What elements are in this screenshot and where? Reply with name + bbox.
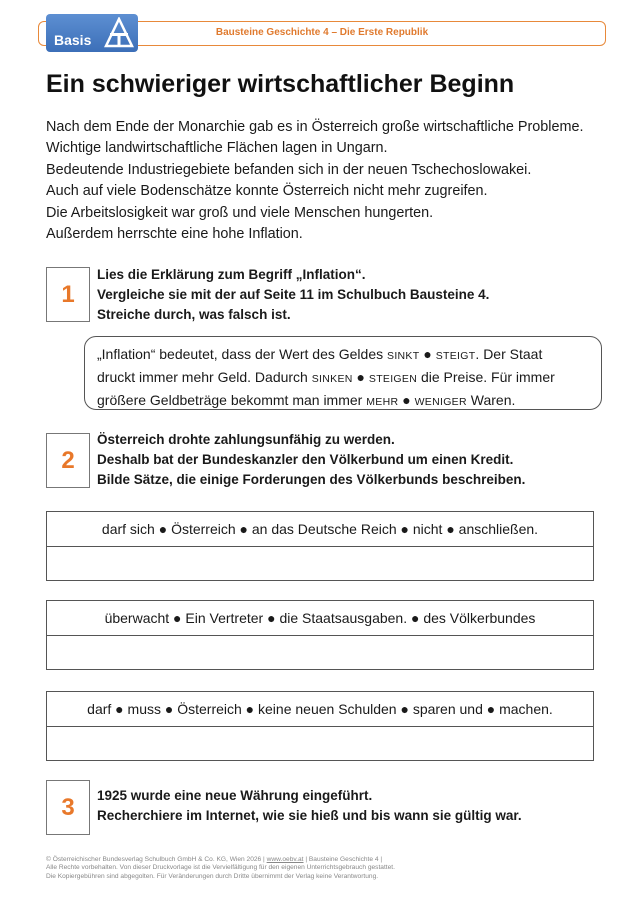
task-2-instructions xyxy=(97,430,525,490)
word-prompt: darf ● muss ● Österreich ● keine neuen Schulden ● sparen und ● machen. xyxy=(47,692,593,727)
word-prompt: darf sich ● Österreich ● an das Deutsche Reich ● nicht ● anschließen. xyxy=(47,512,593,547)
sentence-exercise-3 xyxy=(46,691,594,761)
answer-line[interactable] xyxy=(47,727,593,761)
separator: ● xyxy=(419,346,436,362)
text: Waren. xyxy=(466,392,516,408)
answer-line[interactable] xyxy=(47,636,593,670)
task-number-3: 3 xyxy=(46,780,90,835)
text: | Bausteine Geschichte 4 | xyxy=(303,856,383,863)
text: größere Geldbeträge bekommt man immer xyxy=(97,392,367,408)
text: druckt immer mehr Geld. Dadurch xyxy=(97,369,312,385)
option-sinken[interactable]: SINKEN xyxy=(311,373,353,385)
task-line: Vergleiche sie mit der auf Seite 11 im Schulbuch Bausteine 4. xyxy=(97,287,490,302)
definition-line-3 xyxy=(97,390,589,413)
task-line: 1925 wurde eine neue Währung eingeführt. xyxy=(97,788,373,803)
word-prompt: überwacht ● Ein Vertreter ● die Staatsausgaben. ● des Völkerbundes xyxy=(47,601,593,636)
basis-logo xyxy=(46,14,138,52)
text: „Inflation“ bedeutet, dass der Wert des Geldes xyxy=(97,346,388,362)
option-mehr[interactable]: MEHR xyxy=(366,396,399,408)
intro-line: Wichtige landwirtschaftliche Flächen lagen in Ungarn. xyxy=(46,140,388,157)
definition-line-1 xyxy=(97,344,589,367)
option-steigt[interactable]: STEIGT xyxy=(435,350,476,362)
task-line: Lies die Erklärung zum Begriff „Inflation“. xyxy=(97,267,366,282)
task-line: Bilde Sätze, die einige Forderungen des Völkerbunds beschreiben. xyxy=(97,472,526,487)
intro-line: Außerdem herrschte eine hohe Inflation. xyxy=(46,226,303,243)
text: © Österreichischer Bundesverlag Schulbuch GmbH & Co. KG, Wien 2026 | xyxy=(46,856,267,863)
footer-line-1 xyxy=(46,856,395,864)
intro-line: Bedeutende Industriegebiete befanden sich in der neuen Tschechoslowakei. xyxy=(46,161,532,178)
task-1-instructions xyxy=(97,265,489,325)
sentence-exercise-2 xyxy=(46,600,594,670)
text: . Der Staat xyxy=(475,346,543,362)
intro-line: Auch auf viele Bodenschätze konnte Österreich nicht mehr zugreifen. xyxy=(46,183,488,200)
intro-text xyxy=(46,117,584,245)
task-3-instructions xyxy=(97,786,522,826)
logo-text: Basis xyxy=(54,32,92,48)
header-title: Bausteine Geschichte 4 – Die Erste Republik xyxy=(215,27,429,38)
sentence-exercise-1 xyxy=(46,511,594,581)
option-steigen[interactable]: STEIGEN xyxy=(368,373,418,385)
separator: ● xyxy=(398,392,415,408)
option-sinkt[interactable]: SINKT xyxy=(387,350,420,362)
separator: ● xyxy=(352,369,369,385)
copyright-footer xyxy=(46,856,395,881)
inflation-definition-box xyxy=(84,336,602,410)
task-number-2: 2 xyxy=(46,433,90,488)
intro-line: Nach dem Ende der Monarchie gab es in Österreich große wirtschaftliche Probleme. xyxy=(46,119,584,135)
page-title: Ein schwieriger wirtschaftlicher Beginn xyxy=(46,70,515,98)
footer-line-2: Alle Rechte vorbehalten. Von dieser Druckvorlage ist die Vervielfältigung für den eigenen Unterrichtsgebrauch gestattet. xyxy=(46,864,395,872)
text: die Preise. Für immer xyxy=(417,369,555,385)
task-line: Recherchiere im Internet, wie sie hieß und bis wann sie gültig war. xyxy=(97,808,522,823)
task-number-1: 1 xyxy=(46,267,90,322)
option-weniger[interactable]: WENIGER xyxy=(414,396,467,408)
definition-line-2 xyxy=(97,367,589,390)
task-line: Deshalb bat der Bundeskanzler den Völkerbund um einen Kredit. xyxy=(97,452,514,467)
answer-line[interactable] xyxy=(47,547,593,581)
footer-line-3: Die Kopiergebühren sind abgegolten. Für Veränderungen durch Dritte übernimmt der Verlag keine Verantwortung. xyxy=(46,872,379,880)
task-line: Streiche durch, was falsch ist. xyxy=(97,307,291,322)
task-line: Österreich drohte zahlungsunfähig zu werden. xyxy=(97,432,395,447)
triangle-logo-icon xyxy=(104,17,134,49)
publisher-link[interactable]: www.oebv.at xyxy=(266,856,304,863)
intro-line: Die Arbeitslosigkeit war groß und viele Menschen hungerten. xyxy=(46,204,434,221)
